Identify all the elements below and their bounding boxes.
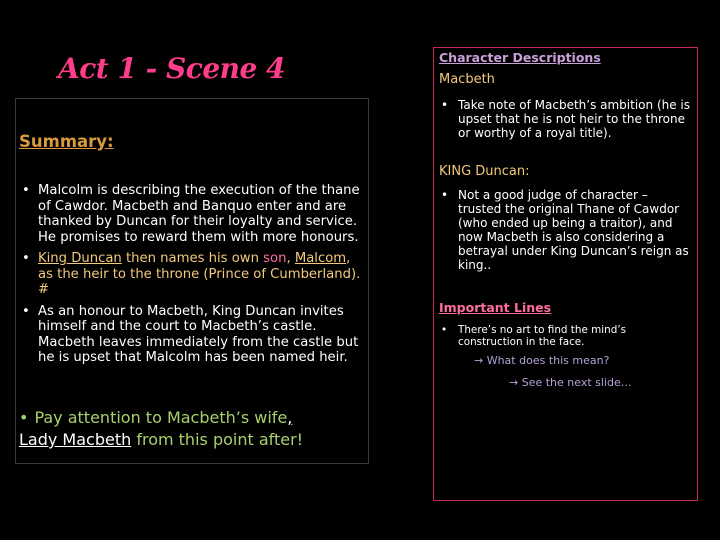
pay-text-2: from this point after! [131, 430, 304, 449]
pay-comma: , [287, 408, 293, 427]
slide-title: Act 1 - Scene 4 [58, 52, 286, 85]
king-label: KING Duncan: [439, 164, 530, 179]
lady-macbeth-link: Lady Macbeth [19, 430, 132, 449]
macbeth-note: • Take note of Macbeth’s ambition (he is upset that he is not heir to the throne or worthy of a royal title). [434, 98, 692, 140]
summary-bullet-3: • As an honour to Macbeth, King Duncan invites himself and the court to Macbeth’s castle. Macbeth leaves immediately from the castle but he is upset that Malcolm has been named heir. [16, 304, 362, 366]
king-list [434, 188, 692, 272]
king-duncan-link: King Duncan [38, 251, 122, 266]
character-panel [433, 47, 698, 501]
b2-text-b: , as the heir to the throne (Prince of Cumberland). # [38, 251, 361, 297]
prompt-meaning: → What does this mean? [474, 354, 610, 367]
quote-list [434, 324, 692, 348]
b2-text-a: then names his own [121, 251, 264, 266]
prompt-next-slide: → See the next slide… [509, 376, 632, 389]
summary-list [16, 183, 362, 372]
summary-heading: Summary: [19, 132, 114, 151]
malcom-link: Malcom [294, 251, 347, 266]
character-heading: Character Descriptions [439, 50, 601, 65]
pay-text-1: Pay attention to Macbeth’s wife [34, 408, 288, 427]
summary-bullet-2 [16, 251, 362, 298]
pay-attention-note: • Pay attention to Macbeth’s wife, Lady Macbeth from this point after! [19, 408, 304, 449]
summary-panel [15, 98, 369, 464]
b2-son: son [263, 251, 287, 266]
macbeth-list [434, 98, 692, 140]
quote-line: • There’s no art to find the mind’s construction in the face. [434, 324, 692, 348]
b2-comma: , [286, 251, 295, 266]
important-lines-heading: Important Lines [439, 300, 552, 315]
king-note: • Not a good judge of character – trusted the original Thane of Cawdor (who ended up being a traitor), and now Macbeth is also considering a betrayal under King Duncan’s reign as king.. [434, 188, 692, 272]
summary-bullet-1: • Malcolm is describing the execution of the thane of Cawdor. Macbeth and Banquo enter and are thanked by Duncan for their loyalty and service. He promises to reward them with more honours. [16, 183, 362, 245]
macbeth-label: Macbeth [439, 72, 495, 87]
